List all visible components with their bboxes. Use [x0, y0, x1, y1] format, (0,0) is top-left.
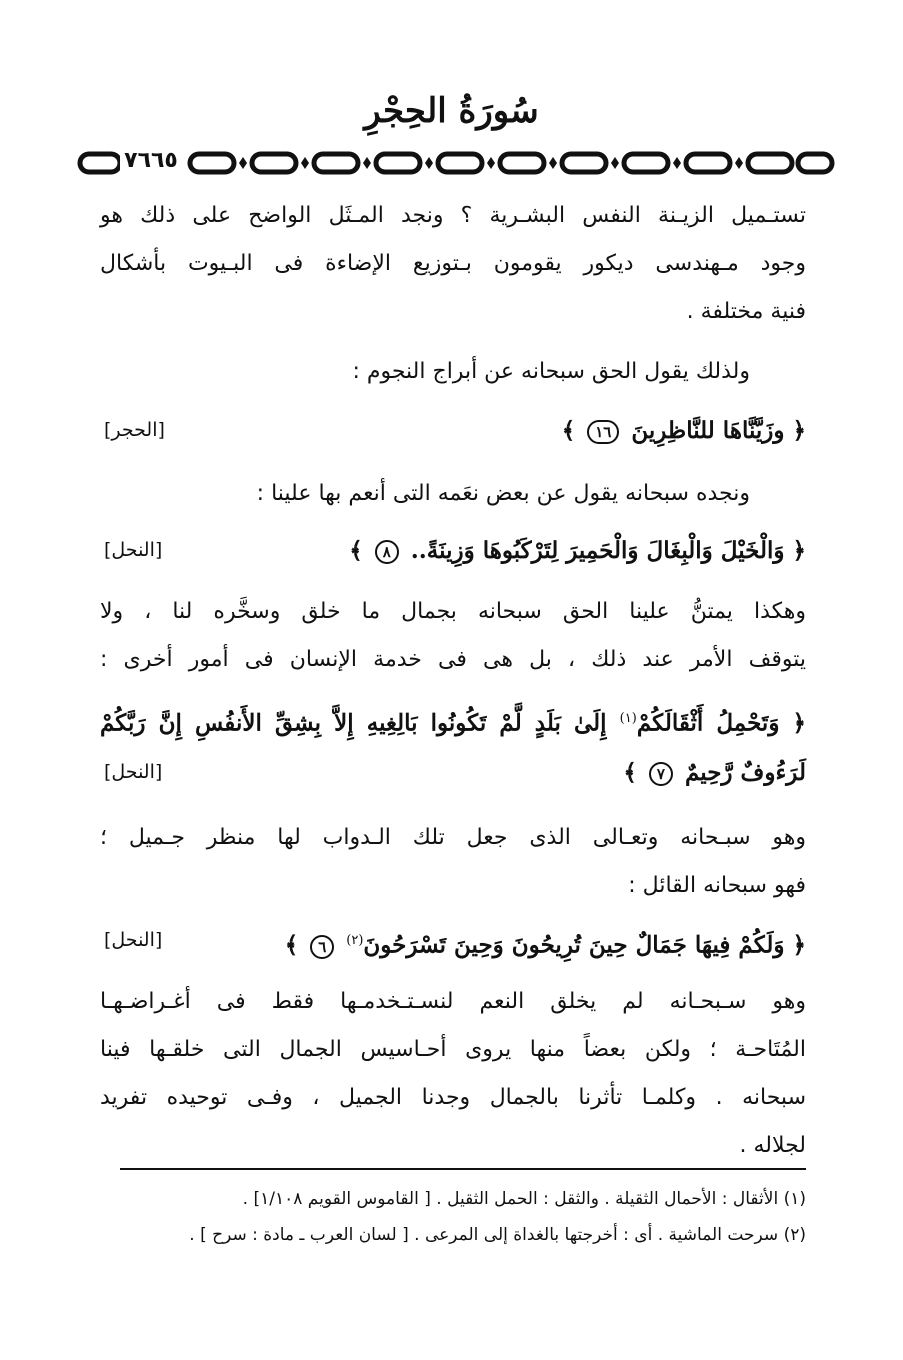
paragraph-line: وهو سبـحانه وتعـالى الذى جعل تلك الـدواب لها منظر جـميل ؛ [100, 825, 806, 850]
surah-reference: [الحجر] [104, 419, 165, 441]
paragraph-line: يتوقف الأمر عند ذلك ، بل هى فى خدمة الإنسان فى أمور أخرى : [100, 647, 806, 672]
verse-text: ﴿ وَالْخَيْلَ وَالْبِغَالَ وَالْحَمِيرَ لِتَرْكَبُوهَا وَزِينَةً.. [410, 537, 806, 564]
paragraph-line: المُتَاحـة ؛ ولكن بعضاً منها يروى أحـاسيس الجمال التى خلقـها فينا [100, 1037, 806, 1062]
verse-close-bracket: ﴾ [561, 417, 576, 444]
paragraph-line: ونجده سبحانه يقول عن بعض نعَمه التى أنعم بها علينا : [256, 481, 750, 506]
verse-close-bracket: ﴾ [623, 759, 637, 786]
footnote-marker: (٢) [346, 933, 364, 948]
verse-text: لَرَءُوفٌ رَّحِيمٌ [684, 759, 806, 786]
paragraph-line: سبحانه . وكلمـا تأثرنا بالجمال وجدنا الجميل ، وفـى توحيده تفريد [100, 1085, 806, 1110]
footnote-separator [120, 1168, 806, 1170]
quran-verse [100, 920, 806, 967]
paragraph-line: فنية مختلفة . [686, 299, 806, 324]
verse-text: إِلَىٰ بَلَدٍ لَّمْ تَكُونُوا بَالِغِيهِ إِلاَّ بِشِقِّ الأَنفُسِ إِنَّ رَبَّكُمْ [100, 709, 607, 737]
ayah-number: ١٦ [587, 420, 619, 444]
surah-title: سُورَةُ الحِجْرِ [364, 91, 539, 131]
paragraph-line: وهكذا يمتنُّ علينا الحق سبحانه بجمال ما خلق وسخَّره لنا ، ولا [100, 599, 806, 624]
paragraph-line: وهو سـبحـانه لم يخلق النعم لنسـتـخدمـها فقط فى أغـراضـهـا [100, 989, 806, 1014]
paragraph-line: وجود مـهندسى ديكور يقومون بـتوزيع الإضاءة فى البـيوت بأشكال [100, 251, 806, 276]
verse-close-bracket: ﴾ [349, 537, 363, 564]
ayah-number: ٧ [649, 762, 673, 786]
paragraph-line: فهو سبحانه القائل : [628, 873, 806, 898]
quran-verse-continued [100, 752, 806, 794]
quran-verse [100, 530, 806, 572]
page-number: ٧٦٦٥ [120, 144, 182, 178]
quran-verse [100, 698, 806, 745]
surah-reference: [النحل] [104, 929, 163, 951]
verse-close-bracket: ﴾ [284, 931, 299, 959]
ornamental-divider [72, 146, 838, 180]
footnote: (٢) سرحت الماشية . أى : أخرجتها بالغداة إلى المرعى . [ لسان العرب ـ مادة : سرح ] . [189, 1225, 806, 1245]
surah-reference: [النحل] [104, 539, 163, 561]
ayah-number: ٦ [310, 935, 334, 959]
surah-reference: [النحل] [104, 761, 163, 783]
verse-text: ﴿ وَتَحْمِلُ أَثْقَالَكُمْ [636, 709, 807, 737]
paragraph-line: تستـميل الزيـنة النفس البشـرية ؟ ونجد المـثَل الواضح على ذلك هو [100, 203, 806, 228]
verse-text: ﴿ وَلَكُمْ فِيهَا جَمَالٌ حِينَ تُرِيحُونَ وَحِينَ تَسْرَحُونَ [363, 931, 806, 959]
paragraph-line: لجلاله . [739, 1133, 806, 1158]
footnote-marker: (١) [619, 711, 637, 726]
paragraph-line: ولذلك يقول الحق سبحانه عن أبراج النجوم : [352, 359, 750, 384]
ayah-number: ٨ [375, 540, 399, 564]
footnote: (١) الأثقال : الأحمال الثقيلة . والثقل : الحمل الثقيل . [ القاموس القويم ١/١٠٨] . [242, 1189, 806, 1209]
verse-text: ﴿ وزَيَّنَّاهَا للنَّاظِرِينَ [631, 417, 806, 444]
quran-verse [100, 410, 806, 452]
